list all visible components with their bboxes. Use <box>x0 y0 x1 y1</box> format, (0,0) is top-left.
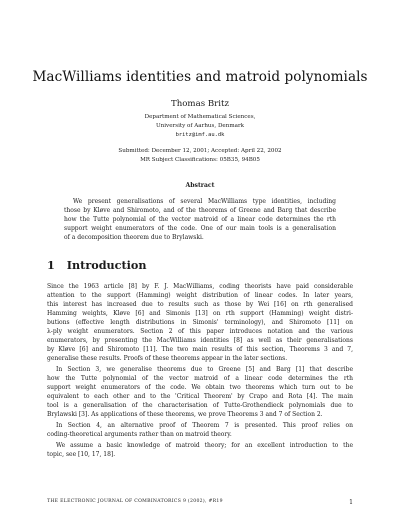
body-line: by Kløve [6] and Shiromoto [11]. The two main results of this section, Theorems 3 and 7, <box>47 346 353 353</box>
section-title: Introduction <box>66 258 147 272</box>
abstract-heading: Abstract <box>185 182 215 189</box>
subject-classifications: MR Subject Classifications: 05B35, 94B05 <box>140 157 260 163</box>
page-footer <box>47 499 353 504</box>
body-line: generalise these results. Proofs of these theorems appear in the later sections. <box>47 355 288 362</box>
body-line: We assume a basic knowledge of matroid theory; for an excellent introduction to the <box>56 442 353 449</box>
abstract-line: of a decomposition theorem due to Brylawski. <box>64 234 204 241</box>
section-number: 1 <box>47 258 55 272</box>
page-number: 1 <box>349 499 353 506</box>
abstract-line: We present generalisations of several MacWilliams type identities, including <box>73 198 336 205</box>
abstract-line: how the Tutte polynomial of the vector matroid of a linear code determines the rth <box>64 216 336 223</box>
author-email: britz@imf.au.dk <box>175 132 225 138</box>
section-heading <box>47 258 146 272</box>
body-line: attention to the support (Hamming) weight distribution of linear codes. In later years, <box>47 292 353 299</box>
body-line: butions (effective length distributions in Simonis' terminology), and Shiromoto [11] on <box>47 319 353 326</box>
body-line: Hamming weights, Kløve [6] and Simonis [13] on rth support (Hamming) weight distri- <box>47 310 353 317</box>
body-line: topic, see [10, 17, 18]. <box>47 451 116 458</box>
affiliation-university: University of Aarhus, Denmark <box>155 123 245 129</box>
body-line: this interest has increased due to results such as those by Wei [16] on rth generalised <box>47 301 353 308</box>
affiliation-department: Department of Mathematical Sciences, <box>144 114 256 120</box>
body-line: tool is a generalisation of the characterisation of Tutte-Grothendieck polynomials due to <box>47 402 353 409</box>
body-line: equivalent to each other and to the 'Critical Theorem' by Crapo and Rota [4]. The main <box>47 393 353 400</box>
body-line: how the Tutte polynomial of the vector matroid of a linear code determines the rth <box>47 375 353 382</box>
body-line: In Section 4, an alternative proof of Theorem 7 is presented. This proof relies on <box>56 422 353 429</box>
affiliation <box>0 113 400 140</box>
abstract-line: those by Kløve and Shiromoto, and of the theorems of Greene and Barg that describe <box>64 207 336 214</box>
body-line: support weight enumerators of the code. We obtain two theorems which turn out to be <box>47 384 353 391</box>
body-line: coding-theoretical arguments rather than on matroid theory. <box>47 431 232 438</box>
paper-title: MacWilliams identities and matroid polynomials <box>32 69 368 85</box>
body-line: λ-ply weight enumerators. Section 2 of this paper introduces notation and the various <box>47 328 353 335</box>
abstract-line: support weight enumerators of the code. One of our main tools is a generalisation <box>64 225 336 232</box>
submission-dates: Submitted: December 12, 2001; Accepted: April 22, 2002 <box>118 148 282 154</box>
body-line: Since the 1963 article [8] by F. J. MacWilliams, coding theorists have paid considerable <box>47 283 353 290</box>
journal-citation: THE ELECTRONIC JOURNAL OF COMBINATORICS 9 (2002), #R19 <box>47 499 223 504</box>
body-line: enumerators, by presenting the MacWilliams identities [8] as well as their generalisations <box>47 337 353 344</box>
submission-info <box>0 147 400 165</box>
body-line: In Section 3, we generalise theorems due to Greene [5] and Barg [1] that describe <box>56 366 353 373</box>
author-name: Thomas Britz <box>170 99 229 109</box>
body-line: Brylawski [3]. As applications of these theorems, we prove Theorems 3 and 7 of Section 2. <box>47 411 323 418</box>
